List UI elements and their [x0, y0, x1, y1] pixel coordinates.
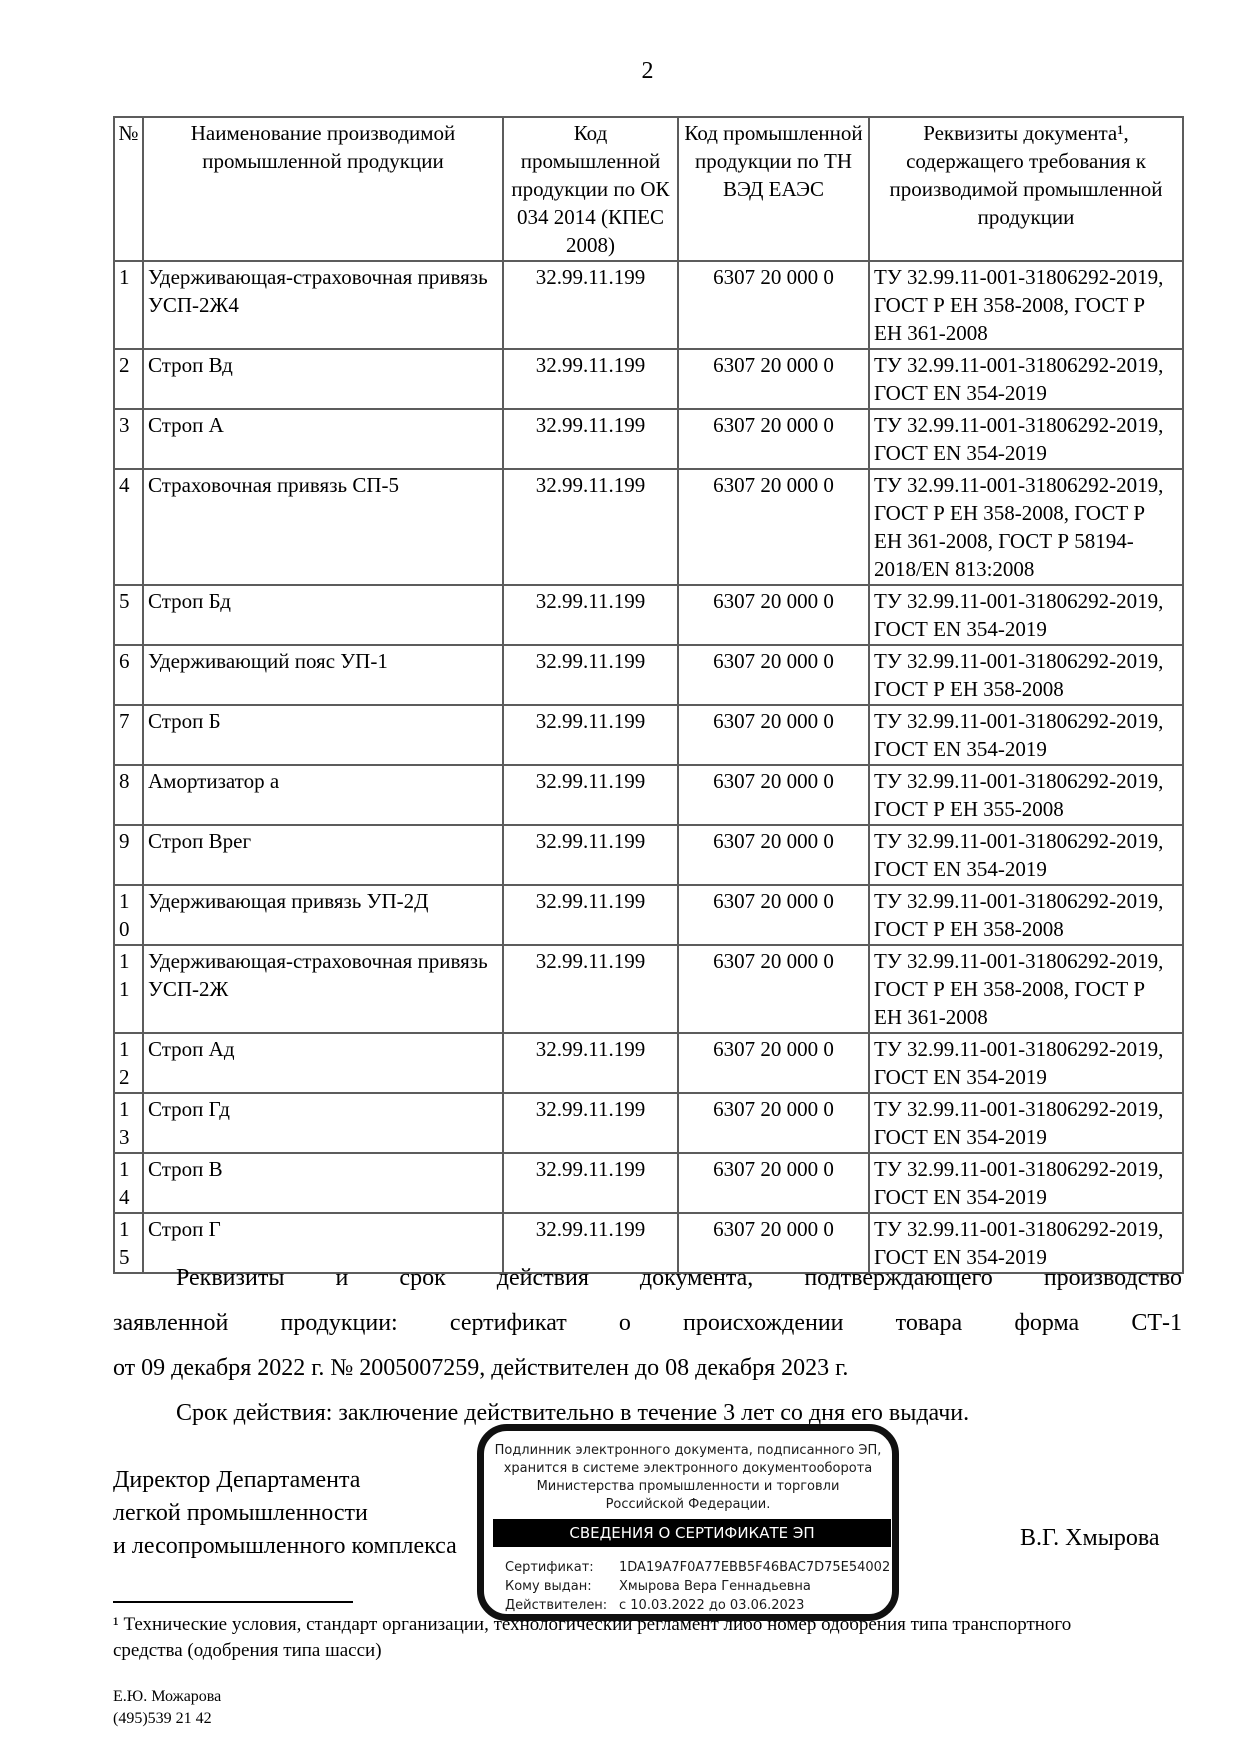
cell-requisites: ТУ 32.99.11-001-31806292-2019, ГОСТ EN 354-2019: [869, 585, 1183, 645]
cell-tnved-code: 6307 20 000 0: [678, 469, 869, 585]
certificate-field: [505, 1596, 892, 1615]
table-row: [114, 825, 1183, 885]
signature-title-line: Директор Департамента: [113, 1467, 361, 1493]
cell-row-number: 7: [114, 705, 143, 765]
cell-tnved-code: 6307 20 000 0: [678, 409, 869, 469]
cell-product-name: Удерживающая-страховочная привязь УСП-2Ж: [143, 945, 503, 1033]
requisites-paragraph-line: от 09 декабря 2022 г. № 2005007259, действителен до 08 декабря 2023 г.: [113, 1355, 849, 1381]
header-row: [114, 117, 1183, 261]
table-row: [114, 945, 1183, 1033]
cell-okp-code: 32.99.11.199: [503, 349, 678, 409]
cell-okp-code: 32.99.11.199: [503, 705, 678, 765]
cell-okp-code: 32.99.11.199: [503, 945, 678, 1033]
cell-product-name: Строп Бд: [143, 585, 503, 645]
validity-paragraph: Срок действия: заключение действительно в течение 3 лет со дня его выдачи.: [176, 1400, 970, 1426]
cell-requisites: ТУ 32.99.11-001-31806292-2019, ГОСТ EN 354-2019: [869, 1213, 1183, 1273]
cell-tnved-code: 6307 20 000 0: [678, 1153, 869, 1213]
cell-product-name: Строп Ад: [143, 1033, 503, 1093]
requisites-paragraph-line: заявленной продукции: сертификат о происхождении товара форма СТ-1: [113, 1310, 1182, 1336]
cell-product-name: Строп Врег: [143, 825, 503, 885]
cell-row-number: 6: [114, 645, 143, 705]
cell-okp-code: 32.99.11.199: [503, 1033, 678, 1093]
cell-requisites: ТУ 32.99.11-001-31806292-2019, ГОСТ EN 354-2019: [869, 1153, 1183, 1213]
cell-product-name: Строп Г: [143, 1213, 503, 1273]
stamp-header-line: Министерства промышленности и торговли: [536, 1479, 840, 1494]
cell-row-number: 14: [114, 1153, 143, 1213]
certificate-field-value: с 10.03.2022 до 03.06.2023: [619, 1598, 805, 1613]
cell-tnved-code: 6307 20 000 0: [678, 705, 869, 765]
table-row: [114, 1033, 1183, 1093]
footnote-separator: [113, 1601, 353, 1603]
table-row: [114, 349, 1183, 409]
footnote-line: ¹ Технические условия, стандарт организации, технологический регламент либо номер одобрения типа транспортного: [113, 1614, 1072, 1635]
footnote-line: средства (одобрения типа шасси): [113, 1640, 382, 1661]
cell-tnved-code: 6307 20 000 0: [678, 645, 869, 705]
cell-product-name: Строп В: [143, 1153, 503, 1213]
cell-okp-code: 32.99.11.199: [503, 825, 678, 885]
header-tnved-code: Код промышленной продукции по ТН ВЭД ЕАЭС: [678, 117, 869, 261]
cell-requisites: ТУ 32.99.11-001-31806292-2019, ГОСТ Р ЕН 358-2008, ГОСТ Р ЕН 361-2008, ГОСТ Р 58194-2018/EN 813:2008: [869, 469, 1183, 585]
cell-tnved-code: 6307 20 000 0: [678, 945, 869, 1033]
cell-row-number: 8: [114, 765, 143, 825]
header-requisites: Реквизиты документа¹, содержащего требования к производимой промышленной продукции: [869, 117, 1183, 261]
page-number: 2: [641, 58, 654, 84]
certificate-field-label: Кому выдан:: [505, 1579, 592, 1594]
cell-row-number: 2: [114, 349, 143, 409]
table-row: [114, 261, 1183, 349]
stamp-header-line: Российской Федерации.: [605, 1497, 771, 1512]
cell-requisites: ТУ 32.99.11-001-31806292-2019, ГОСТ EN 354-2019: [869, 409, 1183, 469]
cell-tnved-code: 6307 20 000 0: [678, 349, 869, 409]
product-table-body: [114, 261, 1183, 1273]
cell-okp-code: 32.99.11.199: [503, 1213, 678, 1273]
e-signature-stamp: [477, 1424, 899, 1621]
certificate-field-value: 1DA19A7F0A77EBB5F46BAC7D75E54002: [619, 1560, 891, 1575]
header-name: Наименование производимой промышленной продукции: [143, 117, 503, 261]
cell-requisites: ТУ 32.99.11-001-31806292-2019, ГОСТ Р ЕН 358-2008, ГОСТ Р ЕН 361-2008: [869, 945, 1183, 1033]
cell-product-name: Амортизатор а: [143, 765, 503, 825]
cell-tnved-code: 6307 20 000 0: [678, 885, 869, 945]
cell-row-number: 12: [114, 1033, 143, 1093]
body-text: [113, 1256, 1182, 1436]
table-row: [114, 705, 1183, 765]
executor-phone: (495)539 21 42: [113, 1710, 212, 1727]
cell-row-number: 3: [114, 409, 143, 469]
requisites-paragraph-line: Реквизиты и срок действия документа, подтверждающего производство: [176, 1265, 1182, 1291]
cell-product-name: Строп Б: [143, 705, 503, 765]
signature-title-line: легкой промышленности: [113, 1500, 368, 1526]
cell-product-name: Удерживающая привязь УП-2Д: [143, 885, 503, 945]
table-row: [114, 409, 1183, 469]
header-okp-code: Код промышленной продукции по ОК 034 2014 (КПЕС 2008): [503, 117, 678, 261]
cell-okp-code: 32.99.11.199: [503, 645, 678, 705]
header-num: №: [114, 117, 143, 261]
cell-tnved-code: 6307 20 000 0: [678, 1033, 869, 1093]
cell-row-number: 9: [114, 825, 143, 885]
certificate-info-bar: СВЕДЕНИЯ О СЕРТИФИКАТЕ ЭП: [493, 1519, 891, 1547]
cell-okp-code: 32.99.11.199: [503, 1093, 678, 1153]
cell-tnved-code: 6307 20 000 0: [678, 765, 869, 825]
cell-tnved-code: 6307 20 000 0: [678, 261, 869, 349]
products-table: [113, 116, 1184, 1274]
cell-tnved-code: 6307 20 000 0: [678, 1093, 869, 1153]
cell-row-number: 4: [114, 469, 143, 585]
certificate-field-value: Хмырова Вера Геннадьевна: [619, 1579, 811, 1594]
cell-requisites: ТУ 32.99.11-001-31806292-2019, ГОСТ Р ЕН 358-2008: [869, 645, 1183, 705]
table-row: [114, 885, 1183, 945]
stamp-header-line: хранится в системе электронного документооборота: [503, 1461, 873, 1476]
table-row: [114, 1153, 1183, 1213]
cell-okp-code: 32.99.11.199: [503, 885, 678, 945]
signature-title-line: и лесопромышленного комплекса: [113, 1533, 457, 1559]
cell-row-number: 10: [114, 885, 143, 945]
cell-requisites: ТУ 32.99.11-001-31806292-2019, ГОСТ Р ЕН 358-2008, ГОСТ Р ЕН 361-2008: [869, 261, 1183, 349]
cell-row-number: 13: [114, 1093, 143, 1153]
cell-okp-code: 32.99.11.199: [503, 585, 678, 645]
executor-block: [113, 1686, 221, 1730]
cell-requisites: ТУ 32.99.11-001-31806292-2019, ГОСТ EN 354-2019: [869, 1093, 1183, 1153]
cell-product-name: Строп Гд: [143, 1093, 503, 1153]
cell-requisites: ТУ 32.99.11-001-31806292-2019, ГОСТ Р ЕН 355-2008: [869, 765, 1183, 825]
cell-product-name: Строп А: [143, 409, 503, 469]
table-row: [114, 645, 1183, 705]
certificate-field-label: Действителен:: [505, 1598, 608, 1613]
cell-requisites: ТУ 32.99.11-001-31806292-2019, ГОСТ EN 354-2019: [869, 825, 1183, 885]
cell-tnved-code: 6307 20 000 0: [678, 825, 869, 885]
cell-tnved-code: 6307 20 000 0: [678, 585, 869, 645]
cell-requisites: ТУ 32.99.11-001-31806292-2019, ГОСТ EN 354-2019: [869, 705, 1183, 765]
cell-product-name: Удерживающий пояс УП-1: [143, 645, 503, 705]
signatory-name: В.Г. Хмырова: [1020, 1525, 1160, 1551]
table-row: [114, 1093, 1183, 1153]
executor-name: Е.Ю. Можарова: [113, 1688, 222, 1705]
cell-okp-code: 32.99.11.199: [503, 261, 678, 349]
cell-row-number: 5: [114, 585, 143, 645]
cell-product-name: Страховочная привязь СП-5: [143, 469, 503, 585]
cell-okp-code: 32.99.11.199: [503, 1153, 678, 1213]
stamp-header-line: Подлинник электронного документа, подписанного ЭП,: [494, 1443, 882, 1458]
cell-product-name: Удерживающая-страховочная привязь УСП-2Ж4: [143, 261, 503, 349]
cell-okp-code: 32.99.11.199: [503, 409, 678, 469]
table-row: [114, 585, 1183, 645]
certificate-fields: [484, 1558, 892, 1615]
cell-tnved-code: 6307 20 000 0: [678, 1213, 869, 1273]
certificate-field: [505, 1577, 892, 1596]
stamp-header: [484, 1431, 892, 1514]
cell-requisites: ТУ 32.99.11-001-31806292-2019, ГОСТ EN 354-2019: [869, 349, 1183, 409]
certificate-field: [505, 1558, 892, 1577]
cell-okp-code: 32.99.11.199: [503, 469, 678, 585]
cell-requisites: ТУ 32.99.11-001-31806292-2019, ГОСТ Р ЕН 358-2008: [869, 885, 1183, 945]
cell-row-number: 1: [114, 261, 143, 349]
table-row: [114, 469, 1183, 585]
cell-requisites: ТУ 32.99.11-001-31806292-2019, ГОСТ EN 354-2019: [869, 1033, 1183, 1093]
cell-row-number: 11: [114, 945, 143, 1033]
products-table-header: [114, 117, 1183, 261]
signature-title: [113, 1464, 457, 1563]
table-row: [114, 765, 1183, 825]
certificate-field-label: Сертификат:: [505, 1560, 594, 1575]
cell-okp-code: 32.99.11.199: [503, 765, 678, 825]
cell-product-name: Строп Вд: [143, 349, 503, 409]
cell-row-number: 15: [114, 1213, 143, 1273]
